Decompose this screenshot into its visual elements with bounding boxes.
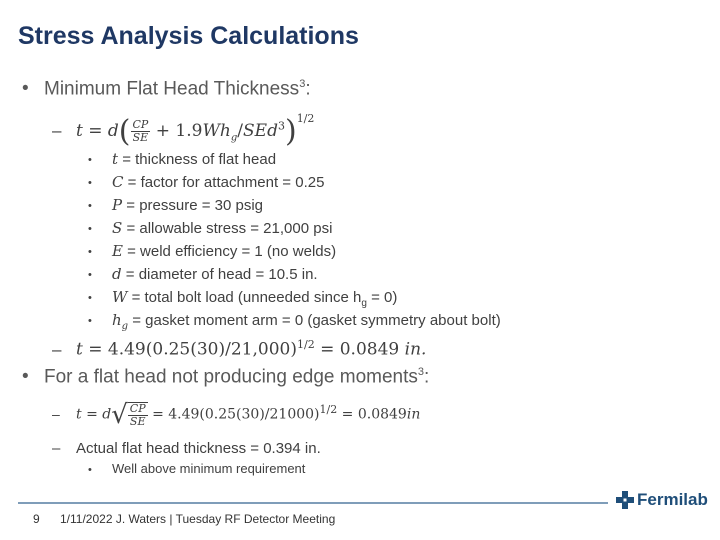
dash-marker: – xyxy=(52,405,60,422)
variable-description: = total bolt load (unneeded since h xyxy=(127,289,362,306)
variable-item: • $h_g$ = gasket moment arm = 0 (gasket symmetry about bolt) xyxy=(88,311,501,332)
variable-item xyxy=(88,265,318,283)
variable-description: = weld efficiency = 1 (no welds) xyxy=(122,243,337,260)
bullet-dot: • xyxy=(22,78,29,100)
footer-rule xyxy=(18,502,608,504)
result-thickness: – $t = 4.49(0.25(30)/21,000)^{1/2} = 0.0849$ in. xyxy=(52,338,427,360)
variable-item xyxy=(88,242,336,260)
bullet-minimum-thickness: • Minimum Flat Head Thickness$^3$: xyxy=(22,78,311,100)
footnote-ref: 3 xyxy=(299,78,306,90)
formula-no-edge: – t = d√ $\frac{CP}{SE}$ = $4.49(0.25(30)/21000)^{1/2} = 0.0849in$ xyxy=(52,400,421,430)
bullet-text: For a flat head not producing edge moments xyxy=(44,366,418,388)
fraction-cp-se: $\frac{CP}{SE}$ xyxy=(132,118,149,145)
bullet-dot: • xyxy=(88,246,92,259)
variable-item xyxy=(88,196,263,214)
variable-description: = thickness of flat head xyxy=(118,151,277,168)
bullet-dot: • xyxy=(88,292,92,305)
fermilab-icon xyxy=(616,491,634,509)
dash-marker: – xyxy=(52,121,62,140)
bullet-dot: • xyxy=(88,315,92,328)
square-root: √ $\frac{CP}{SE}$ xyxy=(111,400,146,430)
variable-item xyxy=(88,219,332,237)
variable-item xyxy=(88,150,276,168)
variable-description: = pressure = 30 psig xyxy=(122,197,264,214)
variable-symbol: S xyxy=(112,219,123,237)
logo-text: Fermilab xyxy=(637,490,708,509)
variable-description: = factor for attachment = 0.25 xyxy=(123,174,325,191)
bullet-dot: • xyxy=(22,366,29,388)
footnote-ref: 3 xyxy=(417,366,425,378)
bullet-text: Minimum Flat Head Thickness xyxy=(44,78,300,100)
variable-symbol: E xyxy=(112,242,123,260)
footer-text: 1/11/2022 J. Waters | Tuesday RF Detector Meeting xyxy=(60,512,336,526)
dash-marker: – xyxy=(52,440,61,457)
actual-thickness: – Actual flat head thickness = 0.394 in. xyxy=(52,440,321,457)
bullet-dot: • xyxy=(88,269,92,282)
bullet-dot: • xyxy=(88,177,92,190)
bullet-dot: • xyxy=(88,200,92,213)
variable-description: = gasket moment arm = 0 (gasket symmetry about bolt) xyxy=(128,312,501,329)
dash-marker: – xyxy=(52,339,62,359)
variable-symbol: h xyxy=(112,311,122,329)
variable-item: • W = total bolt load (unneeded since $h_g = 0$) xyxy=(88,288,398,309)
variable-description: = diameter of head = 10.5 in. xyxy=(121,266,318,283)
variable-symbol: P xyxy=(112,196,123,214)
fermilab-logo xyxy=(616,490,708,510)
formula-thickness: – t = d( $\frac{CP}{SE}$ + $1.9Wh_g/SEd^3)^{1/2}$ xyxy=(52,112,315,150)
variable-symbol: d xyxy=(112,265,122,283)
variable-symbol: W xyxy=(112,288,128,306)
variable-description: = allowable stress = 21,000 psi xyxy=(122,220,333,237)
variable-item xyxy=(88,173,324,191)
bullet-no-edge-moments: • For a flat head not producing edge moments$^3$: xyxy=(22,366,430,388)
minimum-requirement-note: • Well above minimum requirement xyxy=(88,461,306,476)
page-number: 9 xyxy=(33,512,40,526)
bullet-dot: • xyxy=(88,154,92,167)
slide-title: Stress Analysis Calculations xyxy=(18,22,359,50)
bullet-dot: • xyxy=(88,463,92,476)
bullet-dot: • xyxy=(88,223,92,236)
variable-symbol: C xyxy=(112,173,124,191)
variable-symbol: t xyxy=(112,150,119,168)
